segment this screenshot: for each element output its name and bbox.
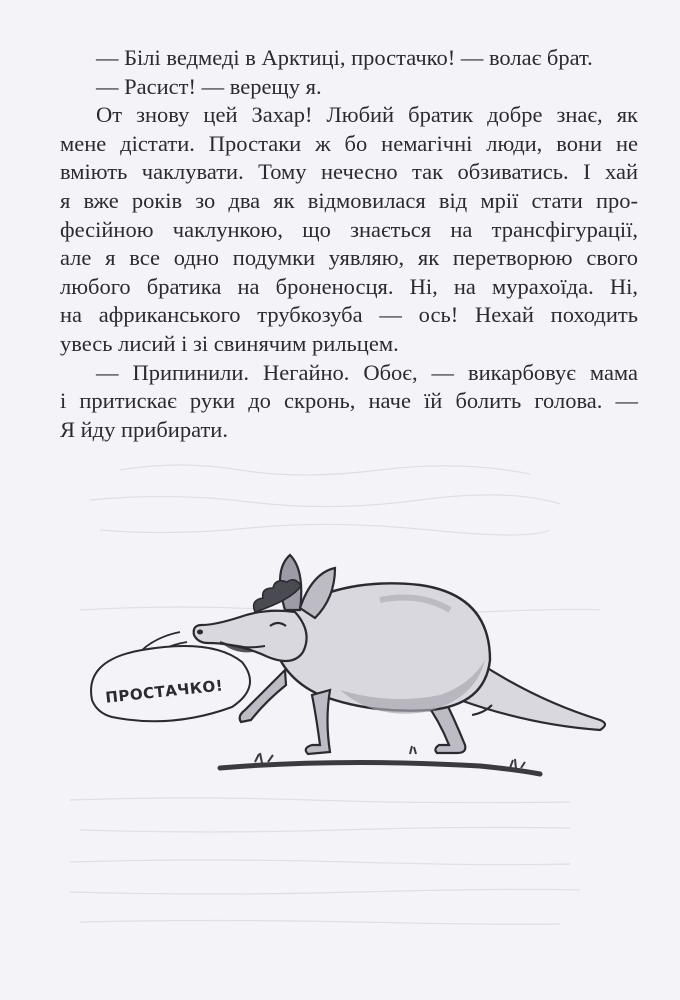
text-line: і притискає руки до скронь, наче їй болить голова. — bbox=[60, 388, 638, 414]
paragraph-dialogue-3 bbox=[60, 359, 638, 445]
text-line: увесь лисий і зі свинячим рильцем. bbox=[60, 330, 399, 356]
text-line: мене дістати. Простаки ж бо немагічні люди, вони не bbox=[60, 130, 638, 156]
text-line: фесійною чаклункою, що знається на трансфігурації, bbox=[60, 216, 638, 242]
aardvark-nostril bbox=[197, 630, 203, 635]
text-line: любого братика на броненосця. Ні, на мурахоїда. Ні, bbox=[60, 273, 638, 299]
text-line: Я йду прибирати. bbox=[60, 416, 228, 442]
text-line: — Расист! — верещу я. bbox=[96, 73, 322, 99]
speech-bubble-text: ПРОСТАЧКО! bbox=[104, 676, 224, 707]
text-line: вміють чаклувати. Тому нечесно так обзиватись. І хай bbox=[60, 159, 638, 185]
ground-shadow bbox=[220, 746, 540, 774]
text-line: але я все одно подумки уявляю, як перетворюю свого bbox=[60, 245, 638, 271]
speech-bubble bbox=[91, 646, 250, 721]
text-line: От знову цей Захар! Любий братик добре знає, як bbox=[96, 102, 638, 128]
text-line: на африканського трубкозуба — ось! Нехай походить bbox=[60, 302, 638, 328]
text-line: — Білі ведмеді в Арктиці, простачко! — волає брат. bbox=[96, 45, 593, 70]
text-line: я вже років зо два як відмовилася від мрії стати про- bbox=[60, 187, 638, 213]
text-line: — Припинили. Негайно. Обоє, — викарбовує мама bbox=[96, 359, 638, 385]
aardvark-front-leg bbox=[306, 690, 330, 754]
body-text bbox=[60, 44, 638, 444]
paragraph-dialogue-1 bbox=[60, 44, 638, 73]
paragraph-narration-1 bbox=[60, 101, 638, 358]
paragraph-dialogue-2 bbox=[60, 73, 638, 102]
aardvark-illustration bbox=[80, 540, 640, 790]
